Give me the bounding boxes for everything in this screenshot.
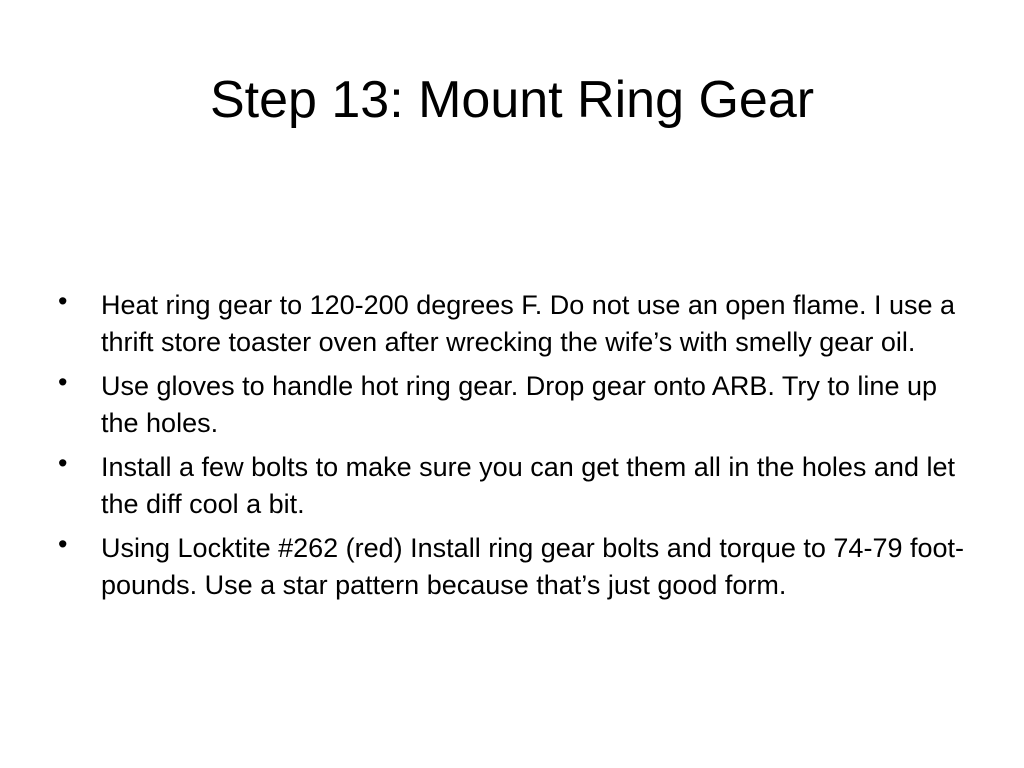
bullet-icon: • bbox=[58, 367, 68, 397]
bullet-icon: • bbox=[58, 286, 68, 316]
bullet-item bbox=[56, 368, 976, 442]
bullet-text: Heat ring gear to 120-200 degrees F. Do not use an open flame. I use a thrift store toaster oven after wrecking the wife’s with smelly gear oil. bbox=[101, 290, 956, 357]
bullet-icon: • bbox=[58, 448, 68, 478]
bullet-item bbox=[56, 287, 976, 361]
bullet-item bbox=[56, 530, 976, 604]
bullet-item bbox=[56, 449, 976, 523]
bullet-icon: • bbox=[58, 529, 68, 559]
bullet-text: Using Locktite #262 (red) Install ring gear bolts and torque to 74-79 foot-pounds. Use a star pattern because that’s just good form. bbox=[101, 533, 964, 600]
bullet-text: Install a few bolts to make sure you can get them all in the holes and let the diff cool a bit. bbox=[101, 452, 955, 519]
slide-title: Step 13: Mount Ring Gear bbox=[209, 71, 815, 129]
bullet-text: Use gloves to handle hot ring gear. Drop gear onto ARB. Try to line up the holes. bbox=[101, 371, 937, 438]
bullet-list bbox=[56, 287, 976, 611]
